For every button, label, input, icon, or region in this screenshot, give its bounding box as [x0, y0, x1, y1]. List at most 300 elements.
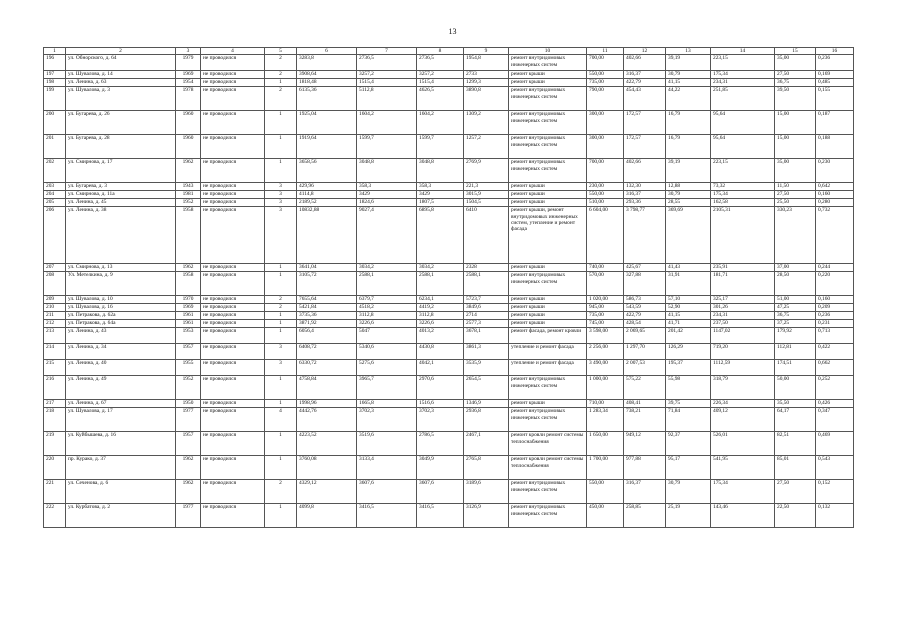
- header-cell: 1: [44, 48, 66, 55]
- table-cell: ул. Ленина, д. 63: [66, 79, 176, 87]
- table-cell: 1: [265, 159, 297, 183]
- table-cell: 1: [265, 400, 297, 408]
- table-cell: ул. Бугарева, д. 26: [66, 111, 176, 135]
- table-cell: ремонт внутридомовых инженерных систем: [509, 272, 587, 296]
- table-cell: ремонт крыши: [509, 71, 587, 79]
- table-row: [44, 504, 854, 528]
- table-cell: не проводился: [201, 360, 265, 376]
- table-cell: 1958: [176, 207, 201, 264]
- table-cell: 4518,2: [357, 304, 417, 312]
- table-cell: не проводился: [201, 344, 265, 360]
- table-cell: 9027,4: [357, 207, 417, 264]
- table-cell: 35,50: [775, 400, 816, 408]
- table-cell: 132,30: [624, 183, 666, 191]
- table-cell: 1969: [176, 71, 201, 79]
- table-cell: 735,00: [587, 79, 624, 87]
- table-cell: 5723,7: [464, 296, 509, 304]
- table-cell: 1962: [176, 456, 201, 480]
- table-cell: 1952: [176, 376, 201, 400]
- table-cell: ул. Обнорского, д. 64: [66, 55, 176, 71]
- table-cell: 16,79: [666, 111, 711, 135]
- table-cell: 2769,9: [464, 159, 509, 183]
- table-cell: 550,00: [587, 480, 624, 504]
- table-cell: не проводился: [201, 71, 265, 79]
- table-cell: 197: [44, 71, 66, 79]
- table-cell: 1257,2: [464, 135, 509, 159]
- table-cell: 719,20: [711, 344, 775, 360]
- table-cell: 6135,36: [297, 87, 357, 111]
- table-cell: 1998,96: [297, 400, 357, 408]
- table-cell: 3112,8: [417, 312, 464, 320]
- table-cell: 0,642: [816, 183, 854, 191]
- table-cell: ремонт фасада, ремонт кровли: [509, 328, 587, 344]
- table-row: [44, 71, 854, 79]
- table-cell: ремонт внутридомовых инженерных систем: [509, 480, 587, 504]
- table-cell: 3015,9: [464, 191, 509, 199]
- table-cell: ул. Сеченова, д. 6: [66, 480, 176, 504]
- table-cell: 2189,52: [297, 199, 357, 207]
- table-row: [44, 456, 854, 480]
- table-cell: 39,19: [666, 159, 711, 183]
- table-cell: 112,81: [775, 344, 816, 360]
- table-cell: 1299,3: [464, 79, 509, 87]
- table-cell: не проводился: [201, 272, 265, 296]
- table-cell: 402,66: [624, 159, 666, 183]
- table-cell: 3: [265, 199, 297, 207]
- table-cell: 1147,02: [711, 328, 775, 344]
- table-cell: 6410: [464, 207, 509, 264]
- table-cell: 4: [265, 408, 297, 432]
- table-cell: 541,95: [711, 456, 775, 480]
- table-cell: 369,69: [666, 207, 711, 264]
- header-cell: 15: [775, 48, 816, 55]
- table-cell: 293,36: [624, 199, 666, 207]
- table-cell: 3189,6: [464, 480, 509, 504]
- table-cell: 2733: [464, 71, 509, 79]
- table-cell: не проводился: [201, 87, 265, 111]
- table-cell: не проводился: [201, 456, 265, 480]
- table-cell: 0,231: [816, 320, 854, 328]
- table-cell: 0,160: [816, 191, 854, 199]
- table-cell: 15,00: [775, 111, 816, 135]
- table-cell: 3519,6: [357, 432, 417, 456]
- table-cell: 4442,76: [297, 408, 357, 432]
- table-cell: 206: [44, 207, 66, 264]
- table-cell: 36,75: [775, 312, 816, 320]
- table-cell: ул. Ленина, д. 45: [66, 199, 176, 207]
- table-cell: 1: [265, 456, 297, 480]
- table-cell: не проводился: [201, 55, 265, 71]
- table-cell: 945,00: [587, 304, 624, 312]
- table-cell: 223,15: [711, 159, 775, 183]
- table-cell: 5275,6: [357, 360, 417, 376]
- table-cell: ремонт внутридомовых инженерных систем: [509, 504, 587, 528]
- table-cell: 4223,52: [297, 432, 357, 456]
- table-cell: 1919,64: [297, 135, 357, 159]
- table-cell: 15,00: [775, 135, 816, 159]
- table-cell: 977,88: [624, 456, 666, 480]
- table-cell: 1925,04: [297, 111, 357, 135]
- table-cell: 3226,6: [357, 320, 417, 328]
- table-cell: 4626,5: [417, 87, 464, 111]
- table-cell: ул. Ленина, д. 40: [66, 360, 176, 376]
- table-cell: ремонт крыши: [509, 312, 587, 320]
- table-cell: 300,00: [587, 135, 624, 159]
- table-cell: 1978: [176, 87, 201, 111]
- table-cell: 172,57: [624, 135, 666, 159]
- table-cell: 3416,5: [357, 504, 417, 528]
- table-cell: 1954: [176, 79, 201, 87]
- table-cell: 0,155: [816, 87, 854, 111]
- table-cell: 1962: [176, 480, 201, 504]
- header-cell: 12: [624, 48, 666, 55]
- table-cell: 300,00: [587, 111, 624, 135]
- table-cell: 3: [265, 191, 297, 199]
- table-row: [44, 87, 854, 111]
- table-cell: 0,252: [816, 376, 854, 400]
- table-cell: 5047: [357, 328, 417, 344]
- table-cell: 2786,5: [417, 432, 464, 456]
- table-cell: 143,46: [711, 504, 775, 528]
- table-cell: 223,15: [711, 55, 775, 71]
- table-cell: 28,50: [775, 272, 816, 296]
- table-cell: 1515,4: [357, 79, 417, 87]
- table-cell: 0,220: [816, 272, 854, 296]
- table-cell: 5340,6: [357, 344, 417, 360]
- table-cell: 586,73: [624, 296, 666, 304]
- table-row: [44, 55, 854, 71]
- table-cell: ремонт внутридомовых инженерных систем: [509, 159, 587, 183]
- table-cell: 3871,92: [297, 320, 357, 328]
- table-cell: ремонт крыши: [509, 400, 587, 408]
- table-cell: не проводился: [201, 376, 265, 400]
- table-cell: 3: [265, 344, 297, 360]
- table-cell: 64,17: [775, 408, 816, 432]
- table-cell: 3429: [357, 191, 417, 199]
- table-cell: 1962: [176, 159, 201, 183]
- table-cell: ремонт крыши: [509, 296, 587, 304]
- table-cell: 2: [265, 87, 297, 111]
- table-cell: 47,25: [775, 304, 816, 312]
- table-cell: 251,85: [711, 87, 775, 111]
- table-cell: 179,92: [775, 328, 816, 344]
- table-cell: 700,00: [587, 55, 624, 71]
- table-cell: не проводился: [201, 400, 265, 408]
- table-cell: ул. Петракова, д. 64а: [66, 320, 176, 328]
- header-row: [44, 48, 854, 55]
- table-cell: 358,3: [417, 183, 464, 191]
- table-cell: 422,79: [624, 312, 666, 320]
- table-row: [44, 360, 854, 376]
- table-cell: 1961: [176, 312, 201, 320]
- table-cell: не проводился: [201, 312, 265, 320]
- table-cell: 2970,6: [417, 376, 464, 400]
- table-cell: 126,29: [666, 344, 711, 360]
- table-cell: 0,244: [816, 264, 854, 272]
- table-cell: 2 256,00: [587, 344, 624, 360]
- table-cell: 1960: [176, 111, 201, 135]
- table-cell: ул. Бугарева, д. 28: [66, 135, 176, 159]
- table-row: [44, 304, 854, 312]
- table-cell: утепление и ремонт фасада: [509, 344, 587, 360]
- table-cell: 1599,7: [417, 135, 464, 159]
- table-cell: 1970: [176, 296, 201, 304]
- table-cell: 0,426: [816, 400, 854, 408]
- table-cell: ремонт крыши: [509, 183, 587, 191]
- table-cell: 1955: [176, 360, 201, 376]
- table-cell: 745,00: [587, 320, 624, 328]
- table-cell: 234,31: [711, 79, 775, 87]
- table-cell: 214: [44, 344, 66, 360]
- table-cell: 0,187: [816, 111, 854, 135]
- table-cell: 1: [265, 111, 297, 135]
- table-row: [44, 207, 854, 264]
- table-cell: ул. Шувалова, д. 10: [66, 296, 176, 304]
- table-cell: 226,34: [711, 400, 775, 408]
- table-cell: 6895,8: [417, 207, 464, 264]
- table-cell: 1943: [176, 183, 201, 191]
- table-cell: 1 020,00: [587, 296, 624, 304]
- table-cell: 4329,12: [297, 480, 357, 504]
- table-cell: 219: [44, 432, 66, 456]
- table-cell: ремонт крыши: [509, 264, 587, 272]
- table-cell: не проводился: [201, 304, 265, 312]
- table-cell: 3049,9: [417, 456, 464, 480]
- table-cell: 3702,3: [357, 408, 417, 432]
- table-cell: ремонт внутридомовых инженерных систем: [509, 111, 587, 135]
- table-cell: 7655,64: [297, 296, 357, 304]
- table-cell: 3735,36: [297, 312, 357, 320]
- header-cell: 5: [265, 48, 297, 55]
- table-cell: 258,85: [624, 504, 666, 528]
- table-cell: 1515,4: [417, 79, 464, 87]
- table-cell: 318,79: [711, 376, 775, 400]
- table-cell: 71,84: [666, 408, 711, 432]
- table-row: [44, 191, 854, 199]
- table-cell: ремонт кровли ремонт системы теплоснабжения: [509, 432, 587, 456]
- table-cell: 82,51: [775, 432, 816, 456]
- table-cell: 428,54: [624, 320, 666, 328]
- table-cell: 1818,48: [297, 79, 357, 87]
- table-cell: 217: [44, 400, 66, 408]
- table-cell: 735,00: [587, 312, 624, 320]
- table-row: [44, 296, 854, 304]
- table-cell: 37,25: [775, 320, 816, 328]
- table-cell: не проводился: [201, 320, 265, 328]
- table-cell: 422,79: [624, 79, 666, 87]
- table-cell: 205: [44, 199, 66, 207]
- table-cell: 4758,84: [297, 376, 357, 400]
- header-cell: 11: [587, 48, 624, 55]
- table-cell: 3048,8: [357, 159, 417, 183]
- table-cell: 203: [44, 183, 66, 191]
- table-cell: 6330,72: [297, 360, 357, 376]
- table-cell: 0,280: [816, 199, 854, 207]
- table-cell: 210: [44, 304, 66, 312]
- table-cell: не проводился: [201, 199, 265, 207]
- table-cell: 526,01: [711, 432, 775, 456]
- table-cell: 402,66: [624, 55, 666, 71]
- table-cell: 55,98: [666, 376, 711, 400]
- table-cell: 85,01: [775, 456, 816, 480]
- table-cell: не проводился: [201, 264, 265, 272]
- table-cell: 3607,6: [357, 480, 417, 504]
- table-cell: 1: [265, 504, 297, 528]
- table-cell: 3112,8: [357, 312, 417, 320]
- table-cell: ремонт внутридомовых инженерных систем: [509, 376, 587, 400]
- table-cell: 0,160: [816, 296, 854, 304]
- table-cell: 237,50: [711, 320, 775, 328]
- table-row: [44, 408, 854, 432]
- table-cell: 3105,72: [297, 272, 357, 296]
- table-cell: 316,37: [624, 480, 666, 504]
- table-cell: 201: [44, 135, 66, 159]
- header-cell: 16: [816, 48, 854, 55]
- table-cell: 202: [44, 159, 66, 183]
- table-cell: 201,42: [666, 328, 711, 344]
- table-cell: 52,90: [666, 304, 711, 312]
- table-cell: 51,00: [775, 296, 816, 304]
- table-cell: не проводился: [201, 111, 265, 135]
- table-cell: 3678,1: [464, 328, 509, 344]
- table-cell: 1112,59: [711, 360, 775, 376]
- table-cell: 25,19: [666, 504, 711, 528]
- header-cell: 14: [711, 48, 775, 55]
- table-cell: 0,209: [816, 304, 854, 312]
- table-cell: 1309,2: [464, 111, 509, 135]
- table-cell: 2: [265, 55, 297, 71]
- table-cell: 16,79: [666, 135, 711, 159]
- table-cell: не проводился: [201, 135, 265, 159]
- table-cell: не проводился: [201, 480, 265, 504]
- table-cell: 1962: [176, 264, 201, 272]
- table-cell: 0,188: [816, 135, 854, 159]
- table-cell: ул. Смирнова, д. 13: [66, 264, 176, 272]
- table-cell: утепление и ремонт фасада: [509, 360, 587, 376]
- table-row: [44, 480, 854, 504]
- table-row: [44, 111, 854, 135]
- table-cell: 2936,8: [464, 408, 509, 432]
- table-cell: 3760,08: [297, 456, 357, 480]
- header-cell: 6: [297, 48, 357, 55]
- table-cell: ул. Шувалова, д. 16: [66, 304, 176, 312]
- table-cell: 92,37: [666, 432, 711, 456]
- table-cell: 57,10: [666, 296, 711, 304]
- table-cell: 3034,2: [357, 264, 417, 272]
- table-cell: 3861,3: [464, 344, 509, 360]
- table-cell: 216: [44, 376, 66, 400]
- table-cell: 6234,1: [417, 296, 464, 304]
- header-cell: 10: [509, 48, 587, 55]
- table-cell: ремонт крыши: [509, 191, 587, 199]
- table-cell: 1346,9: [464, 400, 509, 408]
- table-cell: 2588,1: [357, 272, 417, 296]
- table-cell: 510,00: [587, 199, 624, 207]
- table-cell: Ул. Метелкина, д. 9: [66, 272, 176, 296]
- table-cell: ремонт внутридомовых инженерных систем: [509, 135, 587, 159]
- table-cell: 2328: [464, 264, 509, 272]
- table-cell: 4042,1: [417, 360, 464, 376]
- table-cell: 28,55: [666, 199, 711, 207]
- header-cell: 2: [66, 48, 176, 55]
- table-cell: 175,34: [711, 191, 775, 199]
- table-cell: 1950: [176, 400, 201, 408]
- table-cell: ремонт крыши: [509, 304, 587, 312]
- table-cell: 25,50: [775, 199, 816, 207]
- table-cell: 1961: [176, 320, 201, 328]
- table-cell: 327,88: [624, 272, 666, 296]
- table-cell: 211: [44, 312, 66, 320]
- table-cell: 1981: [176, 191, 201, 199]
- table-cell: 3702,3: [417, 408, 464, 432]
- table-cell: 30,79: [666, 71, 711, 79]
- table-cell: 3849,6: [464, 304, 509, 312]
- table-row: [44, 135, 854, 159]
- table-cell: 35,00: [775, 159, 816, 183]
- table-cell: 575,22: [624, 376, 666, 400]
- table-row: [44, 264, 854, 272]
- table-cell: 3048,8: [417, 159, 464, 183]
- table-cell: 2: [265, 480, 297, 504]
- table-cell: 12,88: [666, 183, 711, 191]
- table-cell: 234,31: [711, 312, 775, 320]
- table-cell: 221,3: [464, 183, 509, 191]
- table-cell: 196: [44, 55, 66, 71]
- table-cell: 2577,3: [464, 320, 509, 328]
- table-cell: 429,96: [297, 183, 357, 191]
- table-cell: 2: [265, 71, 297, 79]
- table-cell: 454,43: [624, 87, 666, 111]
- table-cell: 30,79: [666, 480, 711, 504]
- table-cell: ул. Ленина, д. 67: [66, 400, 176, 408]
- table-row: [44, 344, 854, 360]
- table-cell: 700,00: [587, 159, 624, 183]
- table-cell: 358,3: [357, 183, 417, 191]
- table-row: [44, 312, 854, 320]
- table-cell: 162,58: [711, 199, 775, 207]
- table-cell: 1953: [176, 328, 201, 344]
- table-header: [44, 48, 854, 55]
- table-row: [44, 320, 854, 328]
- table-cell: 3 490,00: [587, 360, 624, 376]
- table-cell: 3283,8: [297, 55, 357, 71]
- table-cell: 0,662: [816, 360, 854, 376]
- table-cell: 3535,9: [464, 360, 509, 376]
- table-cell: ул. Смирнова, д. 11а: [66, 191, 176, 199]
- table-cell: 0,732: [816, 207, 854, 264]
- table-cell: 22,50: [775, 504, 816, 528]
- header-cell: 7: [357, 48, 417, 55]
- table-cell: 3126,9: [464, 504, 509, 528]
- table-cell: 0,169: [816, 71, 854, 79]
- table-cell: 95,64: [711, 135, 775, 159]
- table-cell: 0,543: [816, 456, 854, 480]
- page-number: 13: [448, 27, 457, 36]
- table-cell: ремонт крыши: [509, 320, 587, 328]
- table-cell: 213: [44, 328, 66, 344]
- table-cell: 330,23: [775, 207, 816, 264]
- table-cell: 1954,8: [464, 55, 509, 71]
- table-cell: 450,00: [587, 504, 624, 528]
- table-cell: 27,50: [775, 71, 816, 79]
- table-cell: 6 604,00: [587, 207, 624, 264]
- table-cell: 543,59: [624, 304, 666, 312]
- table-cell: ул. Ленина, д. 43: [66, 328, 176, 344]
- table-cell: 4013,2: [417, 328, 464, 344]
- header-cell: 3: [176, 48, 201, 55]
- table-cell: 3641,04: [297, 264, 357, 272]
- table-cell: 27,50: [775, 480, 816, 504]
